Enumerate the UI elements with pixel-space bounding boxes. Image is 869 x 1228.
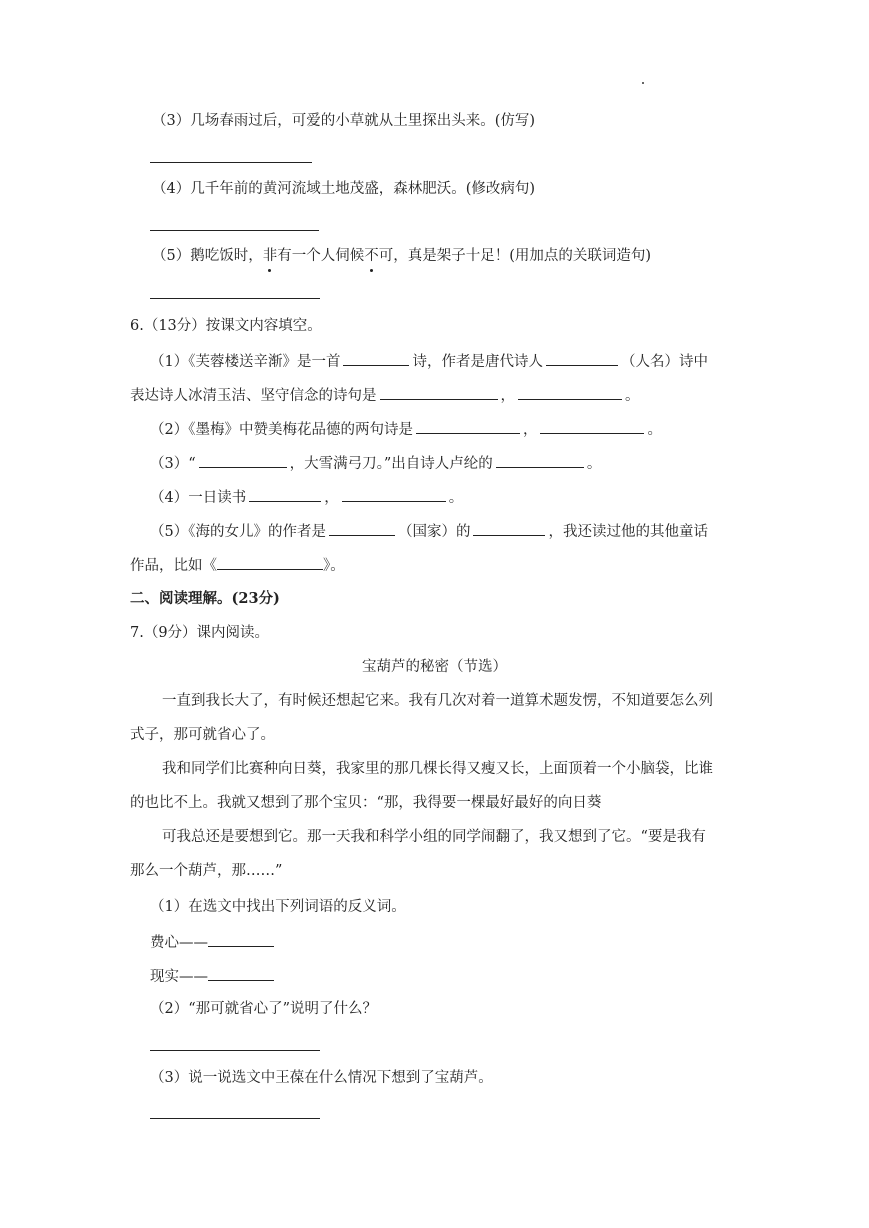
- q6-line6-text-b: （国家）的: [397, 524, 471, 540]
- q7-sub2: （2）“那可就省心了”说明了什么？: [150, 1001, 378, 1017]
- page-mark: [642, 82, 644, 84]
- q6-heading: 6.（13分）按课文内容填空。: [130, 318, 322, 334]
- q5-dotted-char-2: 不: [364, 248, 379, 264]
- q6-line5-comma: ，: [324, 490, 339, 506]
- q6-line3-comma: ，: [522, 422, 538, 438]
- q6-line6-text-c: ，我还读过他的其他童话: [548, 524, 708, 540]
- q5-item5-part3: 可，真是架子十足！(用加点的关联词造句): [378, 248, 652, 264]
- q6-line1-text-b: 诗，作者是唐代诗人: [412, 354, 543, 370]
- q6-blank-plum-1[interactable]: [416, 418, 520, 434]
- q7-sub3-answer-line[interactable]: [150, 1118, 320, 1119]
- q7-para1-line1: 一直到我长大了，有时候还想起它来。我有几次对着一道算术题发愣，不知道要怎么列: [162, 693, 713, 709]
- q6-line2-comma: ，: [500, 388, 515, 404]
- q6-line1: [150, 350, 708, 372]
- q6-blank-poet[interactable]: [546, 350, 618, 366]
- q6-line7-text-b: 》。: [323, 558, 345, 574]
- q6-blank-plum-2[interactable]: [540, 418, 644, 434]
- q6-line1-text-c: （人名）诗中: [620, 354, 708, 370]
- q7-para3-line1: 可我总还是要想到它。那一天我和科学小组的同学闹翻了，我又想到了它。“要是我有: [162, 829, 706, 845]
- q6-blank-other-work[interactable]: [217, 554, 323, 570]
- q5-item3: （3）几场春雨过后，可爱的小草就从土里探出头来。(仿写): [152, 113, 536, 129]
- q7-para2-line2: 的也比不上。我就又想到了那个宝贝：“那，我得要一棵最好最好的向日葵: [130, 795, 602, 811]
- section2-heading: 二、阅读理解。(23分): [130, 590, 280, 607]
- q5-item5: [152, 246, 651, 266]
- q6-line6-text-a: （5）《海的女儿》的作者是: [150, 524, 326, 540]
- q6-blank-reading-2[interactable]: [342, 486, 446, 502]
- q6-line3-period: 。: [647, 422, 662, 438]
- q6-blank-verse-2[interactable]: [518, 384, 622, 400]
- q7-para2-line1: 我和同学们比赛种向日葵，我家里的那几棵长得又瘦又长，上面顶着一个小脑袋，比谁: [162, 761, 713, 777]
- q6-blank-author[interactable]: [473, 520, 545, 536]
- q7-word1: [150, 931, 274, 953]
- q5-item5-part2: 有一个人伺候: [277, 248, 365, 264]
- q6-line2: [130, 384, 640, 406]
- q7-word2-label: 现实——: [150, 969, 208, 985]
- q7-sub3: （3）说一说选文中王葆在什么情况下想到了宝葫芦。: [150, 1070, 493, 1086]
- q6-line5: [150, 486, 463, 508]
- q6-blank-poem-title[interactable]: [496, 452, 584, 468]
- q5-item5-part1: （5）鹅吃饭时，: [152, 248, 263, 264]
- q6-line7: [130, 554, 345, 576]
- q6-blank-reading-1[interactable]: [249, 486, 321, 502]
- q6-line3: [150, 418, 662, 440]
- q6-line4-text-b: ，大雪满弓刀。”出自诗人卢纶的: [289, 456, 493, 472]
- q5-item4: （4）几千年前的黄河流域土地茂盛，森林肥沃。(修改病句): [152, 181, 536, 197]
- q7-word1-label: 费心——: [150, 935, 208, 951]
- q7-para1-line2: 式子，那可就省心了。: [130, 727, 275, 743]
- q7-word2: [150, 965, 274, 987]
- q6-blank-verse-1[interactable]: [380, 384, 498, 400]
- q7-sub2-answer-line[interactable]: [150, 1050, 320, 1051]
- q7-blank-antonym-1[interactable]: [208, 931, 274, 947]
- q5-item5-answer-line[interactable]: [150, 298, 320, 299]
- q7-blank-antonym-2[interactable]: [208, 965, 274, 981]
- q6-line5-text: （4）一日读书: [150, 490, 247, 506]
- q6-line4-period: 。: [586, 456, 602, 472]
- q5-item4-answer-line[interactable]: [150, 230, 319, 231]
- q6-line6: [150, 520, 708, 542]
- q7-para3-line2: 那么一个葫芦，那……”: [130, 863, 283, 879]
- q7-heading: 7.（9分）课内阅读。: [130, 625, 270, 641]
- q6-line1-text-a: （1）《芙蓉楼送辛渐》是一首: [150, 354, 341, 370]
- q6-line2-text: 表达诗人冰清玉洁、坚守信念的诗句是: [130, 388, 377, 404]
- q6-line4-text-a: （3）“: [150, 456, 196, 472]
- q7-passage-title: 宝葫芦的秘密（节选）: [362, 659, 507, 675]
- q5-dotted-char-1: 非: [262, 248, 278, 264]
- q7-sub1: （1）在选文中找出下列词语的反义词。: [150, 899, 406, 915]
- q6-line3-text: （2）《墨梅》中赞美梅花品德的两句诗是: [150, 422, 413, 438]
- q6-blank-lulun-verse[interactable]: [199, 452, 287, 468]
- q6-line4: [150, 452, 601, 474]
- q6-blank-country[interactable]: [329, 520, 395, 536]
- q5-item3-answer-line[interactable]: [150, 162, 312, 163]
- q6-blank-poem-type[interactable]: [343, 350, 409, 366]
- q6-line2-period: 。: [625, 388, 640, 404]
- q6-line5-period: 。: [448, 490, 464, 506]
- q6-line7-text-a: 作品，比如《: [130, 558, 217, 574]
